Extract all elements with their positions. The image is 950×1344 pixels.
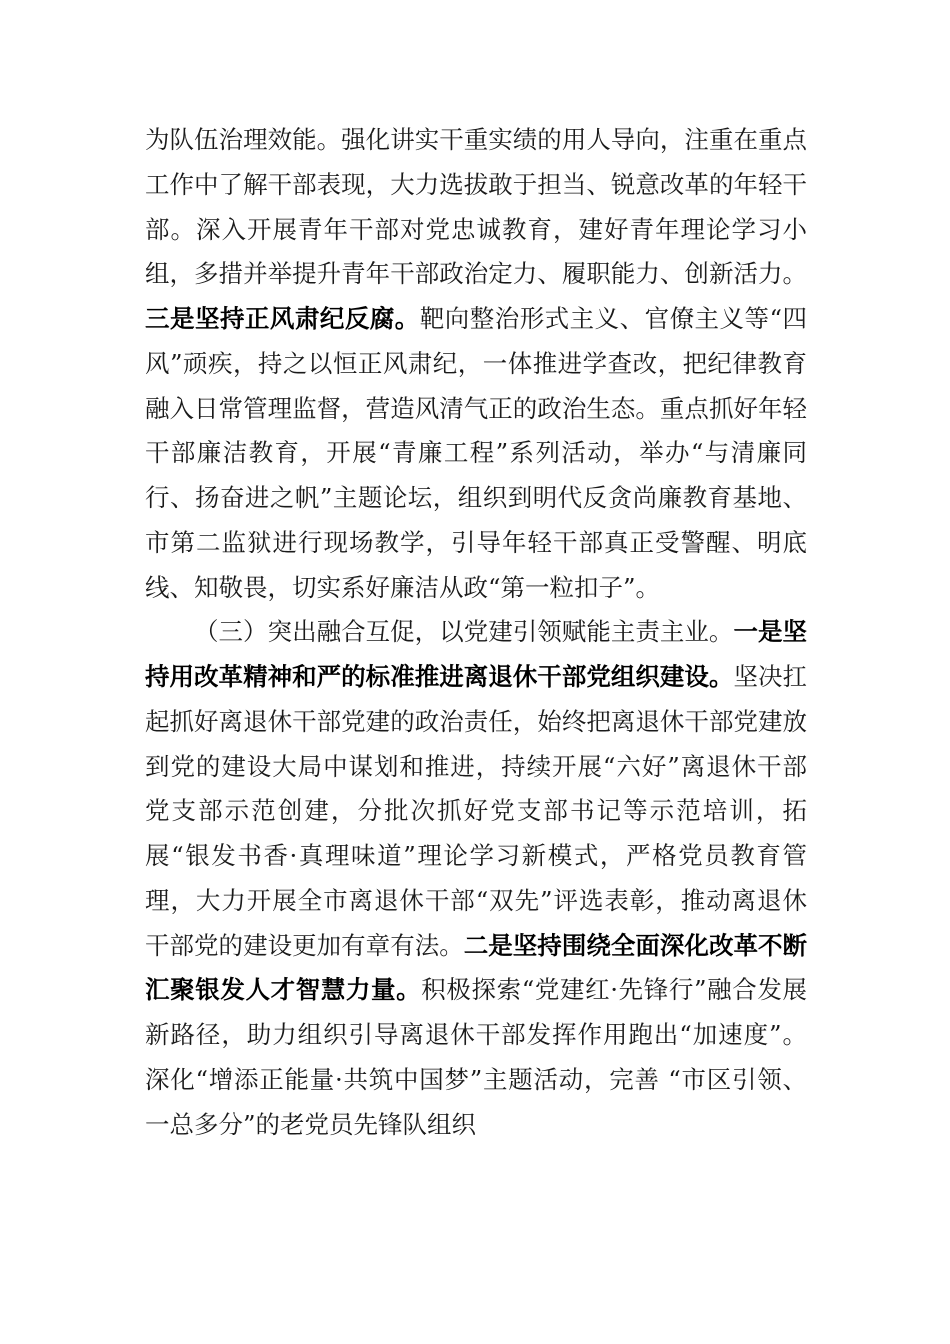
paragraph-text: 靶向整治形式主义、官僚主义等“四风”顽疾，持之以恒正风肃纪，一体推进学查改，把纪律教育融入日常管理监督，营造风清气正的政治生态。重点抓好年轻干部廉洁教育，开展“青廉工程”系列活动，举办“与清廉同行、扬奋进之帆”主题论坛，组织到明代反贪尚廉教育基地、市第二监狱进行现场教学，引导年轻干部真正受警醒、明底线、知敬畏，切实系好廉洁从政“第一粒扣子”。 [145,304,807,602]
bold-subheading: 一是坚持用改革精神和严的标准推进离退休干部党组织建设。 [145,617,808,691]
paragraph-text: 为队伍治理效能。强化讲实干重实绩的用人导向，注重在重点工作中了解干部表现，大力选拔敢于担当、锐意改革的年轻干部。深入开展青年干部对党忠诚教育，建好青年理论学习小组，多措并举提升青年干部政治定力、履职能力、创新活力。 [145,125,807,289]
paragraph-continued [145,118,807,610]
document-body [145,118,807,1147]
paragraph-text: 坚决扛起抓好离退休干部党建的政治责任，始终把离退休干部党建放到党的建设大局中谋划和推进，持续开展“六好”离退休干部党支部示范创建，分批次抓好党支部书记等示范培训，拓展“银发书香·真理味道”理论学习新模式，严格党员教育管理，大力开展全市离退休干部“双先”评选表彰，推动离退休干部党的建设更加有章有法。 [145,662,808,960]
bold-subheading: 三是坚持正风肃纪反腐。 [145,304,420,333]
paragraph-text: 积极探索“党建红·先锋行”融合发展新路径，助力组织引导离退休干部发挥作用跑出“加速度”。深化“增添正能量·共筑中国梦”主题活动，完善 “市区引领、一总多分”的老党员先锋队组织 [145,975,808,1139]
paragraph-section-three [145,610,807,1147]
bold-subheading: 二是坚持围绕全面深化改革不断汇聚银发人才智慧力量。 [145,930,807,1005]
section-heading: （三）突出融合互促，以党建引领赋能主责主业。 [194,617,734,647]
